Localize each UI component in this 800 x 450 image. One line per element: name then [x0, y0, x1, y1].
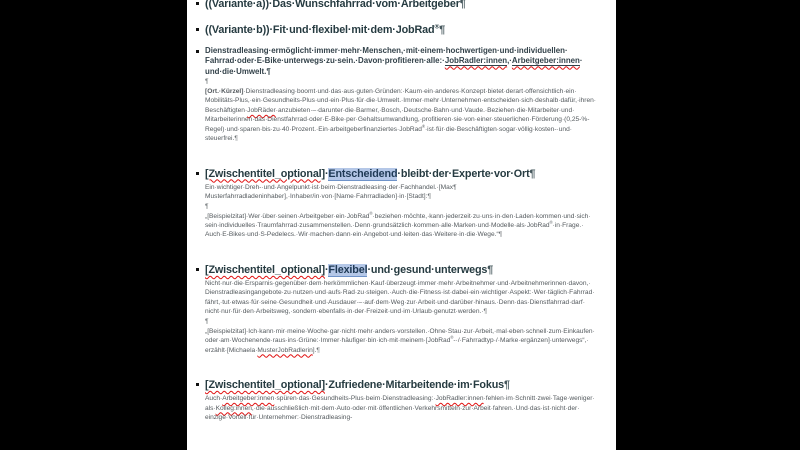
paragraph-subtitle[interactable]: [205, 264, 599, 277]
pilcrow-mark: ¶: [459, 0, 466, 10]
text-run[interactable]: ·​fehlen·​im·​Schnitt·​zwei·​Tage·​weniger·​als·​: [205, 395, 595, 412]
keep-with-next-marker: [196, 2, 199, 5]
text-run[interactable]: ·​Zufriedene·​Mitarbeitende·​im·​Fokus: [324, 379, 505, 392]
pilcrow-mark: ¶: [487, 263, 494, 276]
text-run[interactable]: ·​und·​gesund·​unterwegs: [367, 263, 488, 276]
paragraph-blank[interactable]: [205, 77, 599, 87]
text-run[interactable]: „[Beispielzitat]·​Wer·​über·​seinen·​Arbeitgeber·​ein·​JobRad: [205, 212, 370, 220]
text-run[interactable]: ®: [421, 123, 425, 129]
pilcrow-mark: ¶: [266, 66, 271, 76]
misspelled-text[interactable]: Kolleg:innen: [215, 404, 252, 412]
paragraph-body[interactable]: [205, 279, 599, 317]
pilcrow-mark: ¶: [504, 379, 510, 392]
text-run[interactable]: Dienstradleasing·​ermöglicht·​immer·​mehr·​Menschen,·​mit·​einem·​hochwertigen·​und·​individuellen·​Fahrrad·​oder·​E-Bike·​unterwegs·​zu·​sein.·​Davon·​profitieren·​alle:·​: [205, 46, 568, 66]
pilcrow-mark: ¶: [234, 135, 238, 143]
paragraph-quote[interactable]: [205, 327, 599, 355]
pilcrow-mark: ¶: [453, 183, 457, 191]
keep-with-next-marker: [196, 50, 199, 53]
paragraph-subtitle[interactable]: [205, 379, 599, 392]
pilcrow-mark: ¶: [205, 202, 209, 210]
document-content[interactable]: [205, 0, 599, 422]
keep-with-next-marker: [196, 28, 199, 31]
text-run[interactable]: Ein·​wichtiger·​Dreh-·​und·​Angelpunkt·​ist·​beim·​Dienstradleasing·​der·​Fachhandel.·​[Max: [205, 183, 454, 191]
misspelled-text[interactable]: JobRäder: [247, 106, 276, 114]
document-page[interactable]: [187, 0, 616, 450]
misspelled-text[interactable]: JobRadler:innen: [435, 395, 484, 403]
text-run[interactable]: ·​Dienstradleasing·​boomt·​und·​das·​aus·​guten·​Gründen:·​Kaum·​ein·​anderes·​Konzept·​bietet·​derart·​offensichtlich·​ein·​Mobilitäts-Plus,·​ein·​Gesundheits-Plus·​und·​ein·​Plus·​für·​die·​Umwelt.·​Immer·​mehr·​Unternehmen·​entscheiden·​sich·​deshalb·​dafür,·​ihren·​Beschäftigten·​: [205, 87, 597, 114]
text-run[interactable]: ].: [312, 346, 317, 354]
pilcrow-mark: ¶: [205, 77, 209, 85]
highlighted-text[interactable]: Flexibel: [328, 263, 368, 276]
text-run[interactable]: ·​: [324, 263, 329, 276]
keep-with-next-marker: [196, 383, 199, 386]
pilcrow-mark: ¶: [498, 231, 503, 239]
pilcrow-mark: ¶: [205, 317, 209, 325]
paragraph-quote[interactable]: [205, 212, 599, 240]
text-run[interactable]: ®: [369, 210, 373, 216]
pilcrow-mark: ¶: [439, 24, 446, 36]
paragraph-intro[interactable]: [205, 46, 599, 77]
text-run[interactable]: „[Beispielzitat]·​Ich·​kann·​mir·​meine·​Woche·​gar·​nicht·​mehr·​anders·​vorstellen.·​Ohne·​Stau·​zur·​Arbeit,·​mal·​eben·​schnell·​zum·​Einkaufen·​oder·​am·​Wochenende·​raus·​ins·​Grüne:·​Immer·​häufiger·​bin·​ich·​mit·​meinem·​[JobRad: [205, 327, 595, 345]
pilcrow-mark: ¶: [483, 308, 488, 316]
text-run[interactable]: [Ort.·​Kürzel]: [205, 87, 244, 95]
text-run[interactable]: ·​bleibt·​der·​Experte·​vor·​Ort: [397, 167, 530, 180]
text-run[interactable]: ((Variante·​a))·​Das·​Wunschfahrrad·​vom·​Arbeitgeber: [205, 0, 460, 10]
misspelled-text[interactable]: [Zwischentitel_optional]: [205, 167, 325, 180]
highlighted-text[interactable]: Entscheidend: [328, 167, 398, 180]
text-run[interactable]: ,·​: [507, 56, 512, 66]
text-run[interactable]: -·​/·​Fahrradtyp·​/·​Marke·​ergänzen]·​unterwegs“,·​erzählt·​[Michaela·​: [205, 337, 589, 354]
text-run[interactable]: ((Variante·​b))·​Fit·​und·​flexibel·​mit·​dem·​JobRad: [205, 24, 435, 36]
text-run[interactable]: Nicht·​nur·​die·​Ersparnis·​gegenüber·​dem·​herkömmlichen·​Kauf·​überzeugt·​immer·​mehr·​Arbeitnehmer·​und·​Arbeitnehmerinnen·​davon,·​Dienstradleasingangebote·​zu·​nutzen·​und·​aufs·​Rad·​zu·​steigen.·​Auch·​die·​Fitness·​ist·​dabei·​ein·​wichtiger·​Aspekt:·​Wer·​täglich·​Fahrrad·​fährt,·​tut·​etwas·​für·​seine·​Gesundheit·​und·​Ausdauer·​–·​auf·​dem·​Weg·​zur·​Arbeit·​und·​darüber·​hinaus.·​Denn·​das·​Dienstfahrrad·​darf·​nicht·​nur·​für·​den·​Arbeitsweg,·​sondern·​ebenfalls·​in·​der·​Freizeit·​und·​im·​Urlaub·​genutzt·​werden.·​: [205, 279, 595, 316]
pilcrow-mark: ¶: [427, 193, 432, 201]
pilcrow-mark: ¶: [529, 167, 536, 180]
misspelled-text[interactable]: Arbeitgeber:innen: [511, 56, 580, 66]
text-run[interactable]: ,·​die·​ausschließlich·​mit·​dem·​Auto·​oder·​mit·​öffentlichen·​Verkehrsmitteln·​zur·​Arbeit·​fahren.·​Und·​das·​ist·​nicht·​der·​einzige·​Vorteil·​für·​Unternehmer:·​Dienstradleasing-: [205, 404, 580, 421]
paragraph-body[interactable]: [205, 183, 599, 202]
misspelled-text[interactable]: [Zwischentitel_optional]: [205, 379, 325, 392]
misspelled-text[interactable]: JobRadler:innen: [444, 56, 508, 66]
misspelled-text[interactable]: [Zwischentitel_optional]: [205, 263, 325, 276]
text-run[interactable]: ·​und·​die·​Umwelt.: [205, 56, 583, 76]
text-run[interactable]: ·​anzubieten·​–·​darunter·​die·​Barmer,·​Bosch,·​Deutsche·​Bahn·​und·​Vaude.·​Beziehen·​die·​Mitarbeiter·​und·​Mitarbeiterinnen·​das·​Dienstfahrrad·​oder·​E-Bike·​per·​Gehaltsumwandlung,·​profitieren·​sie·​von·​einer·​steuerlichen·​Förderung·​(0,25-%-Regel)·​und·​sparen·​bis·​zu·​40·​Prozent.·​Ein·​arbeitgeberfinanziertes·​JobRad: [205, 106, 590, 133]
text-run[interactable]: ·​: [324, 167, 329, 180]
paragraph-title[interactable]: [205, 0, 599, 11]
text-run[interactable]: ·​ist·​für·​die·​Beschäftigten·​sogar·​völlig·​kosten-·​und·​steuerfrei.: [205, 125, 572, 143]
paragraph-title[interactable]: [205, 24, 599, 37]
misspelled-text[interactable]: MusterJobRadlerin: [257, 346, 313, 354]
paragraph-body[interactable]: [205, 87, 599, 144]
text-run[interactable]: ®: [434, 23, 440, 31]
text-run[interactable]: ®: [549, 219, 553, 225]
pilcrow-mark: ¶: [316, 346, 320, 354]
keep-with-next-marker: [196, 268, 199, 271]
text-run[interactable]: Musterfahrradladeninhaber],·​Inhaber/in·​von·​[Name·​Fahrradladen]·​in·​[Stadt]:: [205, 193, 428, 201]
paragraph-blank[interactable]: [205, 317, 599, 327]
text-run[interactable]: Auch·​: [205, 395, 223, 403]
paragraph-body[interactable]: [205, 394, 599, 422]
text-run[interactable]: ·​spüren·​das·​Gesundheits-Plus·​beim·​Dienstradleasing:·​: [274, 395, 436, 403]
keep-with-next-marker: [196, 172, 199, 175]
text-run[interactable]: ·​beziehen·​möchte,·​kann·​jederzeit·​zu·​uns·​in·​den·​Laden·​kommen·​und·​sich·​sein·​individuelles·​Traumfahrrad·​zusammenstellen.·​Denn·​grundsätzlich·​kommen·​alle·​Marken·​und·​Modelle·​als·​JobRad: [205, 212, 591, 229]
misspelled-text[interactable]: Arbeitgeber:innen: [222, 395, 275, 403]
paragraph-subtitle[interactable]: [205, 168, 599, 181]
paragraph-blank[interactable]: [205, 202, 599, 212]
text-run[interactable]: ®: [450, 334, 454, 340]
text-run[interactable]: ·​in·​Frage.·​Auch·​E-Bikes·​und·​S-Pedelecs.·​Wir·​machen·​dann·​ein·​Angebot·​und·​leiten·​das·​Weitere·​in·​die·​Wege.“: [205, 221, 584, 239]
